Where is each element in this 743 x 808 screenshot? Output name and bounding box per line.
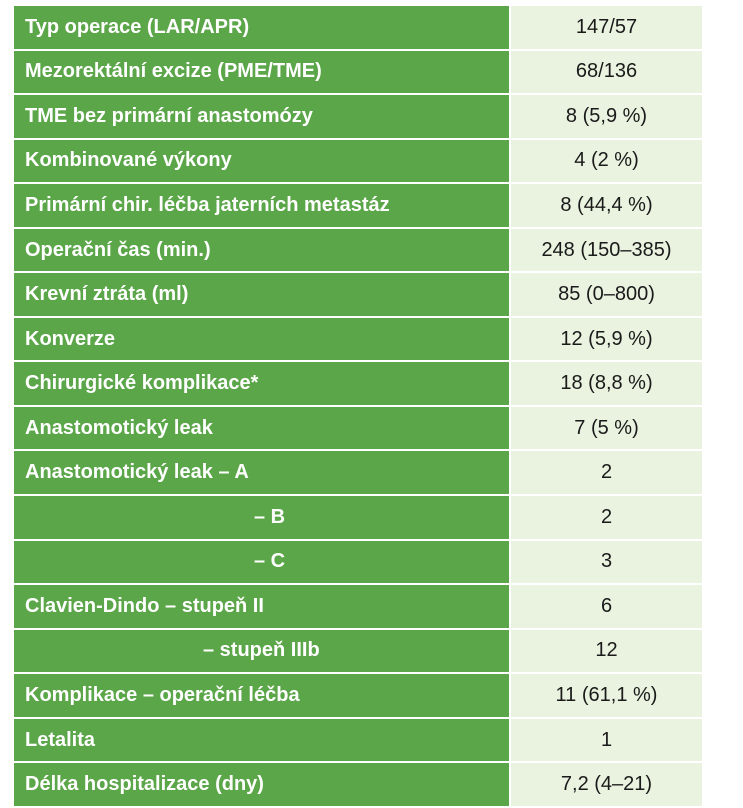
row-value: 8 (5,9 %) [510, 94, 703, 139]
row-value: 7 (5 %) [510, 406, 703, 451]
table-row [13, 139, 703, 184]
row-label: Kombinované výkony [13, 139, 510, 184]
table-row [13, 673, 703, 718]
table-row [13, 450, 703, 495]
row-value: 18 (8,8 %) [510, 361, 703, 406]
row-value: 147/57 [510, 5, 703, 50]
row-label: Mezorektální excize (PME/TME) [13, 50, 510, 95]
row-label: Letalita [13, 718, 510, 763]
row-value: 2 [510, 450, 703, 495]
row-value: 12 [510, 629, 703, 674]
results-table-container [12, 4, 702, 808]
table-row [13, 406, 703, 451]
table-row [13, 584, 703, 629]
row-label: Konverze [13, 317, 510, 362]
table-row [13, 629, 703, 674]
row-value: 4 (2 %) [510, 139, 703, 184]
row-value: 2 [510, 495, 703, 540]
table-row [13, 94, 703, 139]
table-row [13, 5, 703, 50]
row-label: – C [13, 540, 510, 585]
table-row [13, 495, 703, 540]
row-label: Chirurgické komplikace* [13, 361, 510, 406]
row-label: – B [13, 495, 510, 540]
row-label: Clavien-Dindo – stupeň II [13, 584, 510, 629]
table-row [13, 361, 703, 406]
row-label: Primární chir. léčba jaterních metastáz [13, 183, 510, 228]
row-label: TME bez primární anastomózy [13, 94, 510, 139]
row-label: Operační čas (min.) [13, 228, 510, 273]
table-row [13, 317, 703, 362]
row-label: Anastomotický leak – A [13, 450, 510, 495]
row-label: Komplikace – operační léčba [13, 673, 510, 718]
table-row [13, 762, 703, 807]
table-row [13, 183, 703, 228]
row-label: Typ operace (LAR/APR) [13, 5, 510, 50]
table-row [13, 718, 703, 763]
row-label: Anastomotický leak [13, 406, 510, 451]
row-label: Krevní ztráta (ml) [13, 272, 510, 317]
row-value: 6 [510, 584, 703, 629]
row-value: 1 [510, 718, 703, 763]
row-label: – stupeň IIIb [13, 629, 510, 674]
table-row [13, 540, 703, 585]
row-value: 7,2 (4–21) [510, 762, 703, 807]
table-row [13, 228, 703, 273]
row-value: 12 (5,9 %) [510, 317, 703, 362]
row-value: 8 (44,4 %) [510, 183, 703, 228]
row-value: 11 (61,1 %) [510, 673, 703, 718]
table-row [13, 50, 703, 95]
table-row [13, 272, 703, 317]
row-value: 85 (0–800) [510, 272, 703, 317]
row-value: 3 [510, 540, 703, 585]
row-value: 68/136 [510, 50, 703, 95]
row-value: 248 (150–385) [510, 228, 703, 273]
results-table [12, 4, 704, 808]
row-label: Délka hospitalizace (dny) [13, 762, 510, 807]
